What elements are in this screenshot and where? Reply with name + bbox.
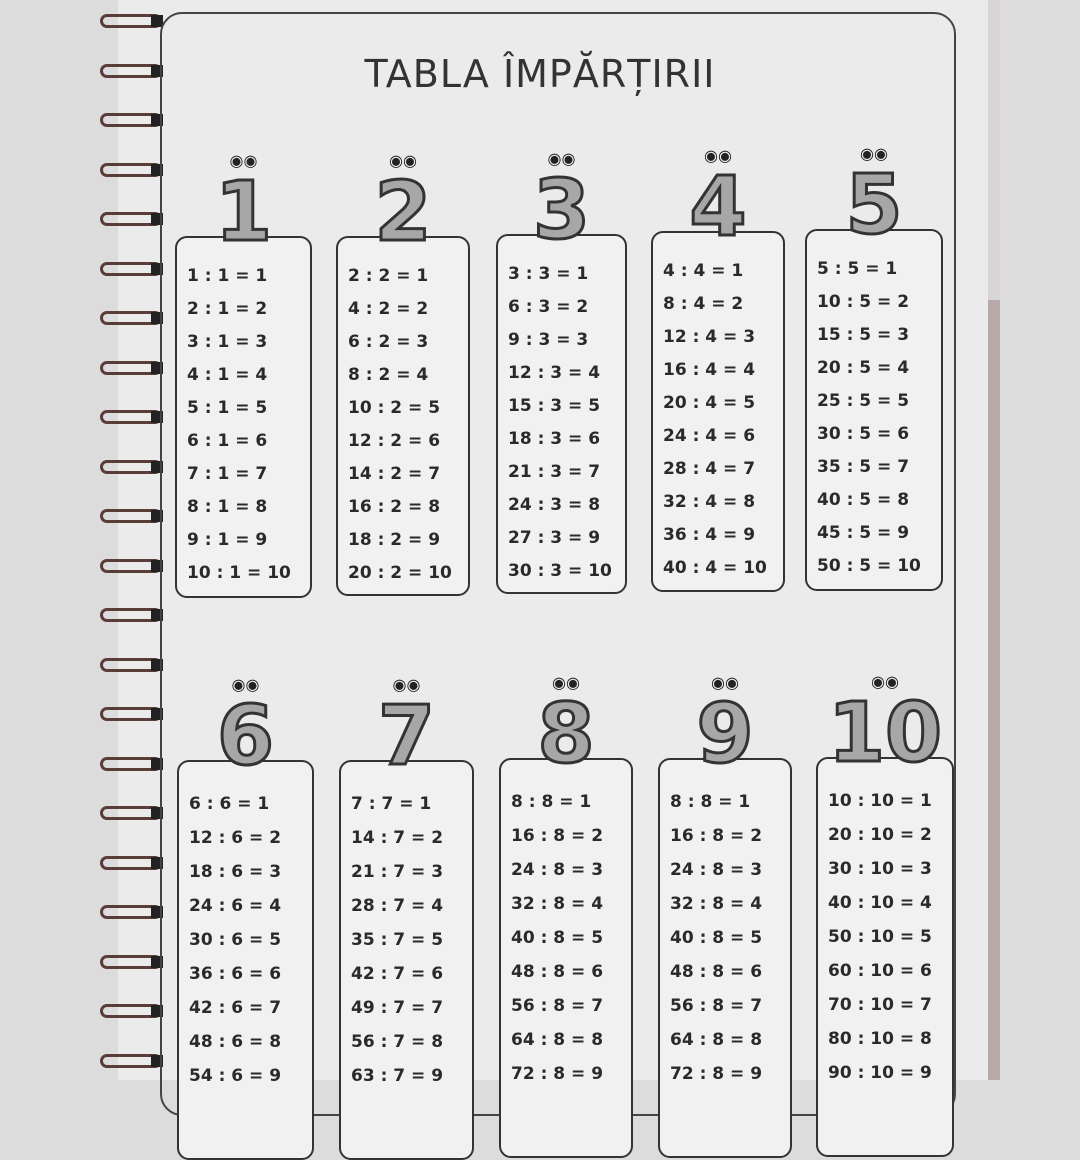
table-row: 4 : 1 = 4 xyxy=(187,365,268,385)
spiral-ring xyxy=(100,608,162,622)
table-row: 20 : 5 = 4 xyxy=(817,358,910,378)
cartoon-eyes-icon: ◉◉ xyxy=(231,675,260,694)
table-card-8 xyxy=(499,758,633,1158)
table-card-6 xyxy=(177,760,314,1160)
spiral-ring xyxy=(100,410,162,424)
table-card-4 xyxy=(651,231,785,592)
table-card-9 xyxy=(658,758,792,1158)
table-row: 48 : 6 = 8 xyxy=(189,1032,282,1052)
table-row: 16 : 8 = 2 xyxy=(511,826,604,846)
table-row: 2 : 1 = 2 xyxy=(187,299,268,319)
table-card-10 xyxy=(816,757,954,1157)
table-row: 50 : 10 = 5 xyxy=(828,927,932,947)
table-row: 60 : 10 = 6 xyxy=(828,961,932,981)
spiral-ring xyxy=(100,757,162,771)
spiral-ring xyxy=(100,856,162,870)
table-row: 48 : 8 = 6 xyxy=(511,962,604,982)
table-row: 40 : 5 = 8 xyxy=(817,490,910,510)
numeral-10: 10 xyxy=(827,686,943,781)
spiral-ring xyxy=(100,955,162,969)
table-row: 48 : 8 = 6 xyxy=(670,962,763,982)
table-row: 54 : 6 = 9 xyxy=(189,1066,282,1086)
table-row: 40 : 8 = 5 xyxy=(511,928,604,948)
spiral-ring xyxy=(100,262,162,276)
table-row: 15 : 3 = 5 xyxy=(508,396,601,416)
table-row: 20 : 2 = 10 xyxy=(348,563,452,583)
table-row: 28 : 7 = 4 xyxy=(351,896,444,916)
cartoon-eyes-icon: ◉◉ xyxy=(860,144,888,163)
table-row: 30 : 6 = 5 xyxy=(189,930,282,950)
table-row: 9 : 3 = 3 xyxy=(508,330,589,350)
table-row: 24 : 8 = 3 xyxy=(511,860,604,880)
table-row: 24 : 3 = 8 xyxy=(508,495,601,515)
spiral-ring xyxy=(100,212,162,226)
table-row: 4 : 2 = 2 xyxy=(348,299,429,319)
table-row: 35 : 5 = 7 xyxy=(817,457,910,477)
table-row: 12 : 2 = 6 xyxy=(348,431,441,451)
table-row: 56 : 7 = 8 xyxy=(351,1032,444,1052)
numeral-1: 1 xyxy=(214,165,273,260)
table-row: 30 : 3 = 10 xyxy=(508,561,612,581)
table-row: 25 : 5 = 5 xyxy=(817,391,910,411)
table-card-1 xyxy=(175,236,312,598)
table-card-3 xyxy=(496,234,627,594)
numeral-3: 3 xyxy=(532,163,591,258)
table-row: 40 : 4 = 10 xyxy=(663,558,767,578)
table-row: 21 : 3 = 7 xyxy=(508,462,601,482)
table-row: 8 : 8 = 1 xyxy=(670,792,751,812)
table-row: 36 : 6 = 6 xyxy=(189,964,282,984)
table-row: 49 : 7 = 7 xyxy=(351,998,444,1018)
spiral-ring xyxy=(100,707,162,721)
table-row: 10 : 10 = 1 xyxy=(828,791,932,811)
numeral-5: 5 xyxy=(845,158,903,253)
table-row: 3 : 1 = 3 xyxy=(187,332,268,352)
spiral-ring xyxy=(100,1054,162,1068)
table-row: 9 : 1 = 9 xyxy=(187,530,268,550)
table-row: 90 : 10 = 9 xyxy=(828,1063,932,1083)
table-row: 12 : 4 = 3 xyxy=(663,327,756,347)
table-row: 64 : 8 = 8 xyxy=(511,1030,604,1050)
table-row: 5 : 1 = 5 xyxy=(187,398,268,418)
table-row: 20 : 10 = 2 xyxy=(828,825,932,845)
spiral-ring xyxy=(100,14,162,28)
cartoon-eyes-icon: ◉◉ xyxy=(552,673,580,692)
page-title: TABLA ÎMPĂRȚIRII xyxy=(364,52,716,96)
table-row: 56 : 8 = 7 xyxy=(511,996,604,1016)
table-row: 8 : 8 = 1 xyxy=(511,792,592,812)
table-row: 16 : 8 = 2 xyxy=(670,826,763,846)
numeral-2: 2 xyxy=(374,165,432,260)
table-row: 8 : 1 = 8 xyxy=(187,497,268,517)
cartoon-eyes-icon: ◉◉ xyxy=(711,673,739,692)
table-row: 8 : 4 = 2 xyxy=(663,294,744,314)
spiral-ring xyxy=(100,361,162,375)
numeral-6: 6 xyxy=(216,689,275,784)
spiral-ring xyxy=(100,163,162,177)
table-row: 36 : 4 = 9 xyxy=(663,525,756,545)
table-row: 70 : 10 = 7 xyxy=(828,995,932,1015)
table-row: 72 : 8 = 9 xyxy=(670,1064,763,1084)
numeral-7: 7 xyxy=(377,689,436,784)
table-row: 10 : 2 = 5 xyxy=(348,398,441,418)
table-row: 7 : 1 = 7 xyxy=(187,464,268,484)
table-row: 6 : 1 = 6 xyxy=(187,431,268,451)
table-row: 2 : 2 = 1 xyxy=(348,266,429,286)
table-row: 27 : 3 = 9 xyxy=(508,528,601,548)
table-row: 5 : 5 = 1 xyxy=(817,259,898,279)
spiral-ring xyxy=(100,658,162,672)
numeral-4: 4 xyxy=(689,160,747,255)
table-row: 42 : 7 = 6 xyxy=(351,964,444,984)
table-row: 63 : 7 = 9 xyxy=(351,1066,444,1086)
table-row: 24 : 6 = 4 xyxy=(189,896,282,916)
table-row: 10 : 1 = 10 xyxy=(187,563,291,583)
table-card-2 xyxy=(336,236,470,596)
table-row: 6 : 3 = 2 xyxy=(508,297,589,317)
table-row: 32 : 8 = 4 xyxy=(670,894,763,914)
table-row: 21 : 7 = 3 xyxy=(351,862,444,882)
table-row: 12 : 3 = 4 xyxy=(508,363,601,383)
table-row: 35 : 7 = 5 xyxy=(351,930,444,950)
cartoon-eyes-icon: ◉◉ xyxy=(389,151,417,170)
table-card-5 xyxy=(805,229,943,591)
cartoon-eyes-icon: ◉◉ xyxy=(547,149,576,168)
spiral-ring xyxy=(100,905,162,919)
table-row: 30 : 5 = 6 xyxy=(817,424,910,444)
table-row: 20 : 4 = 5 xyxy=(663,393,756,413)
numeral-8: 8 xyxy=(537,687,595,782)
table-row: 4 : 4 = 1 xyxy=(663,261,744,281)
cartoon-eyes-icon: ◉◉ xyxy=(392,675,421,694)
table-row: 30 : 10 = 3 xyxy=(828,859,932,879)
table-row: 6 : 6 = 1 xyxy=(189,794,270,814)
table-row: 14 : 7 = 2 xyxy=(351,828,444,848)
table-row: 12 : 6 = 2 xyxy=(189,828,282,848)
table-row: 80 : 10 = 8 xyxy=(828,1029,932,1049)
table-row: 45 : 5 = 9 xyxy=(817,523,910,543)
table-row: 1 : 1 = 1 xyxy=(187,266,268,286)
spiral-ring xyxy=(100,559,162,573)
table-row: 18 : 2 = 9 xyxy=(348,530,441,550)
spiral-ring xyxy=(100,1004,162,1018)
table-row: 15 : 5 = 3 xyxy=(817,325,910,345)
table-row: 3 : 3 = 1 xyxy=(508,264,589,284)
spiral-ring xyxy=(100,806,162,820)
table-row: 40 : 8 = 5 xyxy=(670,928,763,948)
table-row: 10 : 5 = 2 xyxy=(817,292,910,312)
cartoon-eyes-icon: ◉◉ xyxy=(871,672,899,691)
spiral-ring xyxy=(100,311,162,325)
cartoon-eyes-icon: ◉◉ xyxy=(704,146,732,165)
table-row: 40 : 10 = 4 xyxy=(828,893,932,913)
spiral-ring xyxy=(100,509,162,523)
numeral-9: 9 xyxy=(696,687,754,782)
table-row: 28 : 4 = 7 xyxy=(663,459,756,479)
cartoon-eyes-icon: ◉◉ xyxy=(229,151,258,170)
table-row: 16 : 4 = 4 xyxy=(663,360,756,380)
table-row: 32 : 4 = 8 xyxy=(663,492,756,512)
table-row: 8 : 2 = 4 xyxy=(348,365,429,385)
spiral-ring xyxy=(100,113,162,127)
spiral-ring xyxy=(100,460,162,474)
table-row: 24 : 8 = 3 xyxy=(670,860,763,880)
table-row: 14 : 2 = 7 xyxy=(348,464,441,484)
table-row: 50 : 5 = 10 xyxy=(817,556,921,576)
table-row: 6 : 2 = 3 xyxy=(348,332,429,352)
table-row: 64 : 8 = 8 xyxy=(670,1030,763,1050)
table-card-7 xyxy=(339,760,474,1160)
table-row: 56 : 8 = 7 xyxy=(670,996,763,1016)
table-row: 18 : 6 = 3 xyxy=(189,862,282,882)
table-row: 32 : 8 = 4 xyxy=(511,894,604,914)
table-row: 24 : 4 = 6 xyxy=(663,426,756,446)
table-row: 18 : 3 = 6 xyxy=(508,429,601,449)
table-row: 42 : 6 = 7 xyxy=(189,998,282,1018)
table-row: 72 : 8 = 9 xyxy=(511,1064,604,1084)
table-row: 16 : 2 = 8 xyxy=(348,497,441,517)
table-row: 7 : 7 = 1 xyxy=(351,794,432,814)
